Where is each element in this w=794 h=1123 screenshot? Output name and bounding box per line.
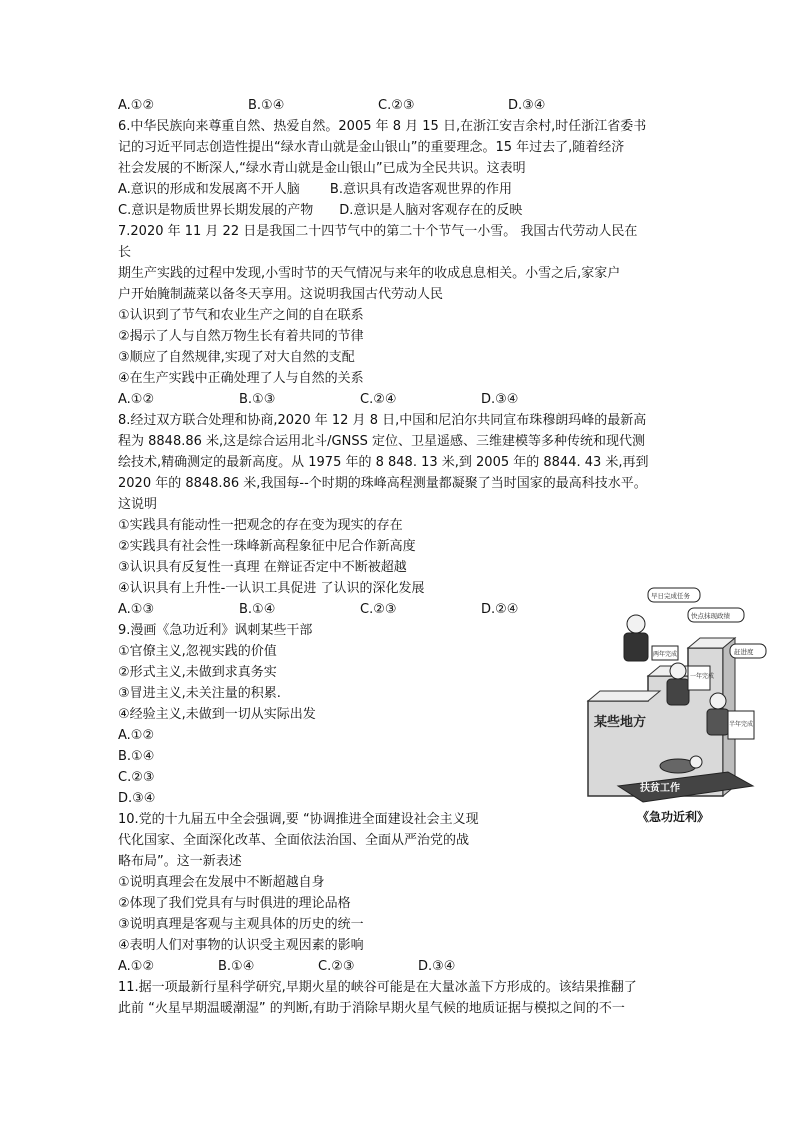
- q7-options: [118, 389, 678, 410]
- q7-statement: ②揭示了人与自然万物生长有着共同的节律: [118, 329, 364, 344]
- q5-option-b: B.①④: [248, 98, 285, 113]
- q10-statement: ③说明真理是客观与主观具体的历史的统一: [118, 917, 364, 932]
- q10-stem-line: 略布局”。这一新表述: [118, 854, 242, 869]
- q10-statement: ①说明真理会在发展中不断超越自身: [118, 875, 325, 890]
- cartoon-illustration: [578, 586, 768, 806]
- box-label: 半年完成: [729, 721, 754, 728]
- q9-statement: ④经验主义,未做到一切从实际出发: [118, 707, 316, 722]
- q11-stem-line: 11.据一项最新行星科学研究,早期火星的峡谷可能是在大量冰盖下方形成的。该结果推翻了: [118, 980, 637, 995]
- q7-stem-line: 户开始腌制蔬菜以备冬天享用。这说明我国古代劳动人民: [118, 287, 444, 302]
- box-label: 两年完成: [653, 651, 678, 658]
- q5-option-c: C.②③: [378, 98, 415, 113]
- q6-options-line: C.意识是物质世界长期发展的产物 D.意识是人脑对客观存在的反映: [118, 203, 523, 218]
- q8-stem-line: 程为 8848.86 米,这是综合运用北斗/GNSS 定位、卫星遥感、三维建模等多种传统和现代测: [118, 434, 645, 449]
- q6-stem-line: 6.中华民族向来尊重自然、热爱自然。2005 年 8 月 15 日,在浙江安吉余村,时任浙江省委书: [118, 119, 647, 134]
- q10-stem-line: 代化国家、全面深化改革、全面依法治国、全面从严治党的战: [118, 833, 470, 848]
- q5-option-d: D.③④: [508, 98, 546, 113]
- q8-statement: ③认识具有反复性一真理 在辩证否定中不断被超越: [118, 560, 407, 575]
- q7-statement: ①认识到了节气和农业生产之间的自在联系: [118, 308, 364, 323]
- q7-stem-line: 7.2020 年 11 月 22 日是我国二十四节气中的第二十个节气一小雪。 我国古代劳动人民在: [118, 224, 638, 239]
- q10-stem-line: 10.党的十九届五中全会强调,要 “协调推进全面建设社会主义现: [118, 812, 479, 827]
- exam-page: [118, 95, 678, 1019]
- q8-stem-line: 这说明: [118, 497, 158, 512]
- q10-statement: ②体现了我们党具有与时俱进的理论品格: [118, 896, 351, 911]
- question-10: [118, 809, 678, 977]
- q7-stem-line: 期生产实践的过程中发现,小雪时节的天气情况与来年的收成息息相关。小雪之后,家家户: [118, 266, 621, 281]
- q8-option-c: C.②③: [360, 602, 397, 617]
- box-label: 一年完成: [690, 673, 715, 680]
- q8-stem-line: 8.经过双方联合处理和协商,2020 年 12 月 8 日,中国和尼泊尔共同宣布珠穆朗玛峰的最新高: [118, 413, 647, 428]
- q9-statement: ②形式主义,未做到求真务实: [118, 665, 277, 680]
- speech-bubble: 早日完成任务: [651, 592, 690, 600]
- q8-option-b: B.①④: [239, 602, 276, 617]
- question-7: [118, 221, 678, 410]
- speech-bubble: 快点抹现政绩: [691, 612, 730, 620]
- q7-statement: ③顺应了自然规律,实现了对大自然的支配: [118, 350, 355, 365]
- q8-statement: ②实践具有社会性一珠峰新高程象征中尼合作新高度: [118, 539, 416, 554]
- q7-stem-line: 长: [118, 245, 132, 260]
- question-6: [118, 116, 678, 221]
- q8-stem-line: 2020 年的 8848.86 米,我国每--个时期的珠峰高程测量都凝聚了当时国家的最高科技水平。: [118, 476, 647, 491]
- q9-option-b: B.①④: [118, 749, 155, 764]
- q7-statement: ④在生产实践中正确处理了人与自然的关系: [118, 371, 364, 386]
- base-label: 扶贫工作: [640, 783, 680, 794]
- q8-statement: ④认识具有上升性-一认识工具促进 了认识的深化发展: [118, 581, 425, 596]
- q11-stem-line: 此前 “火星早期温暖潮湿” 的判断,有助于消除早期火星气候的地质证据与模拟之间的不一: [118, 1001, 625, 1016]
- q7-option-b: B.①③: [239, 392, 276, 407]
- q10-option-d: D.③④: [418, 959, 456, 974]
- q10-option-b: B.①④: [218, 959, 255, 974]
- q9-statement: ①官僚主义,忽视实践的价值: [118, 644, 277, 659]
- q8-stem-line: 绘技术,精确测定的最新高度。从 1975 年的 8 848. 13 米,到 2005 年的 8844. 43 米,再到: [118, 455, 649, 470]
- q5-option-a: A.①②: [118, 98, 155, 113]
- stair-label: 某些地方: [594, 715, 647, 730]
- q8-statement: ①实践具有能动性一把观念的存在变为现实的存在: [118, 518, 403, 533]
- question-11: [118, 977, 678, 1019]
- q8-option-a: A.①③: [118, 602, 155, 617]
- q6-options-line: A.意识的形成和发展离不开人脑 B.意识具有改造客观世界的作用: [118, 182, 512, 197]
- cartoon-figure: [578, 586, 768, 826]
- q10-option-c: C.②③: [318, 959, 355, 974]
- q9-option-d: D.③④: [118, 791, 156, 806]
- q9-statement: ③冒进主义,未关注量的积累.: [118, 686, 281, 701]
- q8-option-d: D.②④: [481, 602, 519, 617]
- q10-option-a: A.①②: [118, 959, 155, 974]
- q9-option-c: C.②③: [118, 770, 155, 785]
- q7-option-d: D.③④: [481, 392, 519, 407]
- q9-option-a: A.①②: [118, 728, 155, 743]
- speech-bubble: 赶进度: [734, 648, 754, 656]
- cartoon-caption: 《急功近利》: [636, 810, 709, 824]
- q7-option-a: A.①②: [118, 392, 155, 407]
- q6-stem-line: 社会发展的不断深人,“绿水青山就是金山银山”已成为全民共识。这表明: [118, 161, 526, 176]
- q6-stem-line: 记的习近平同志创造性提出“绿水青山就是金山银山”的重要理念。15 年过去了,随着经济: [118, 140, 625, 155]
- q10-statement: ④表明人们对事物的认识受主观因素的影响: [118, 938, 364, 953]
- q5-options: [118, 95, 678, 116]
- q10-options: [118, 956, 678, 977]
- q7-option-c: C.②④: [360, 392, 397, 407]
- q9-stem-line: 9.漫画《急功近利》讽刺某些干部: [118, 623, 313, 638]
